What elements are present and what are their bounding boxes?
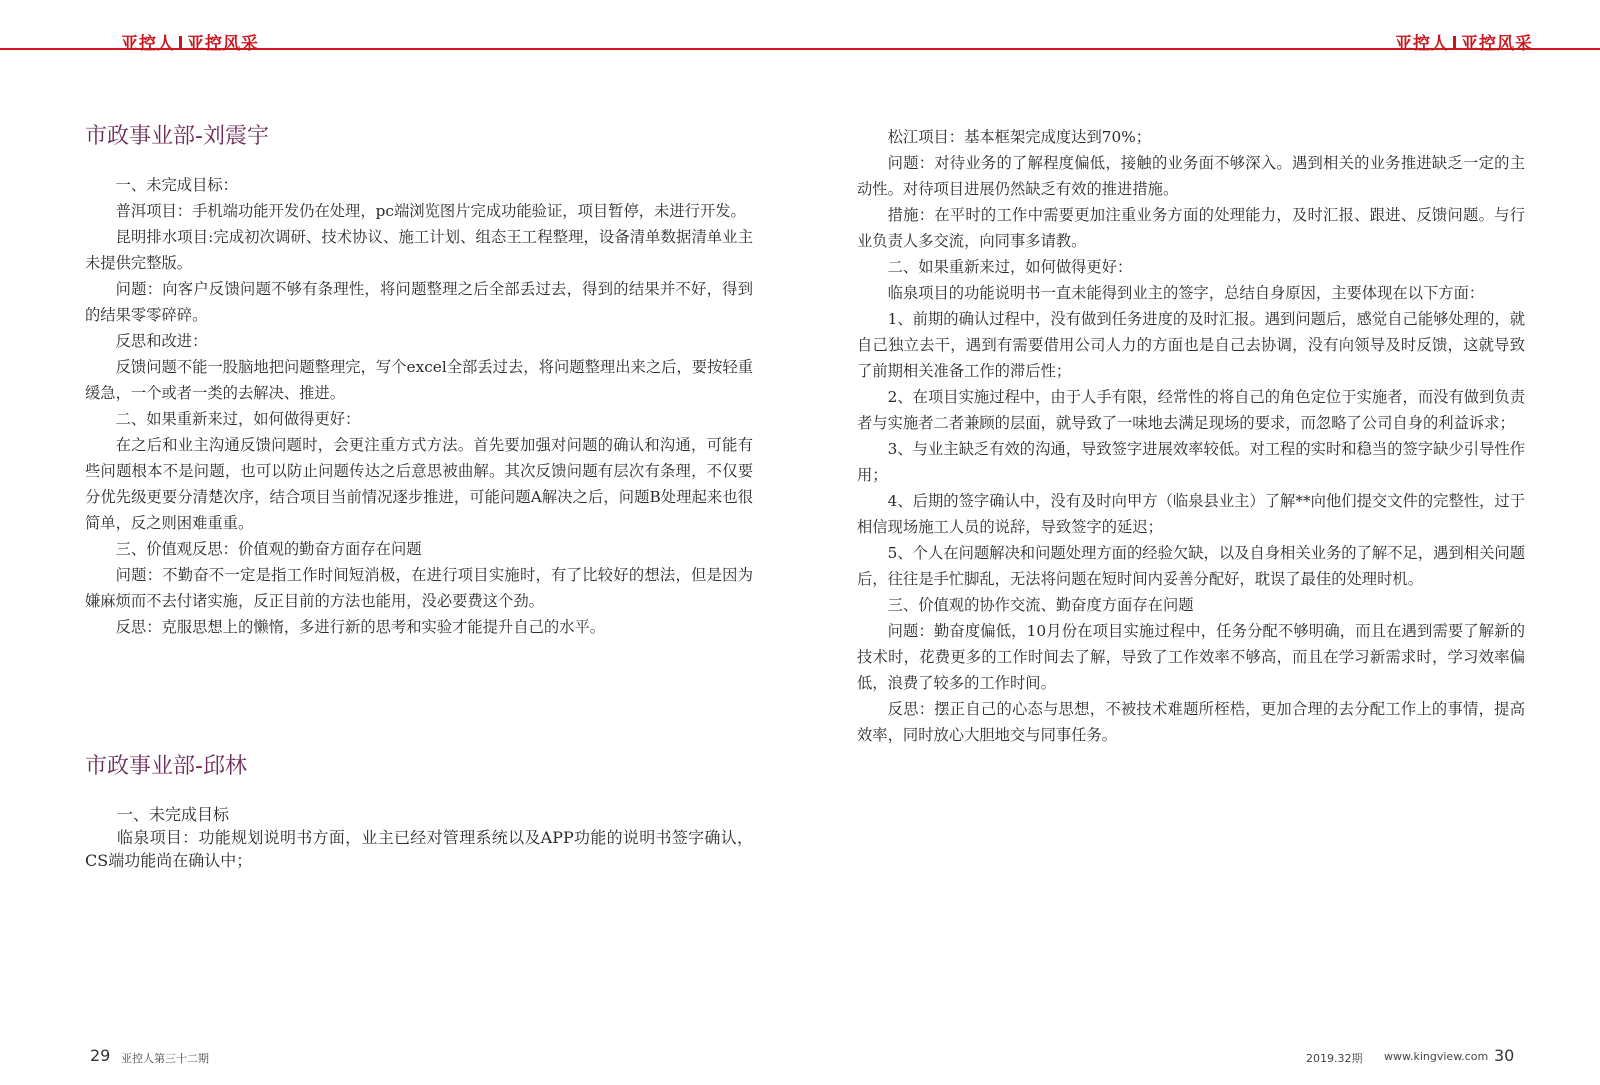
header-divider: [1453, 36, 1456, 50]
paragraph: 问题：向客户反馈问题不够有条理性，将问题整理之后全部丢过去，得到的结果并不好，得到的结果零零碎碎。: [85, 280, 753, 324]
paragraph: 5、个人在问题解决和问题处理方面的经验欠缺，以及自身相关业务的了解不足，遇到相关问题后，往往是手忙脚乱，无法将问题在短时间内妥善分配好，耽误了最佳的处理时机。: [857, 544, 1525, 588]
paragraph: 三、价值观的协作交流、勤奋度方面存在问题: [887, 596, 1194, 614]
header-left-tag: [121, 29, 259, 54]
paragraph: 临泉项目：功能规划说明书方面，业主已经对管理系统以及APP功能的说明书签字确认，CS端功能尚在确认中；: [85, 828, 753, 870]
paragraph: 三、价值观反思：价值观的勤奋方面存在问题: [115, 540, 422, 558]
paragraph: 2、在项目实施过程中，由于人手有限，经常性的将自己的角色定位于实施者，而没有做到负责者与实施者二者兼顾的层面，就导致了一味地去满足现场的要求，而忽略了公司自身的利益诉求；: [857, 388, 1525, 432]
paragraph: 反思：克服思想上的懒惰，多进行新的思考和实验才能提升自己的水平。: [115, 618, 606, 636]
section-title-qiu: 市政事业部-邱林: [85, 754, 247, 779]
right-body: [857, 124, 1525, 748]
paragraph: 问题：对待业务的了解程度偏低，接触的业务面不够深入。遇到相关的业务推进缺乏一定的主动性。对待项目进展仍然缺乏有效的推进措施。: [857, 154, 1525, 198]
left-column: [85, 122, 753, 640]
header-divider: [179, 36, 182, 50]
section-body-qiu: [85, 802, 753, 871]
header-right-label-2: 亚控风采: [1461, 34, 1533, 54]
left-magazine-name: 亚控人第三十二期: [121, 1052, 209, 1065]
paragraph: 昆明排水项目:完成初次调研、技术协议、施工计划、组态王工程整理，设备清单数据清单业主未提供完整版。: [85, 228, 753, 272]
header-left-label-1: 亚控人: [121, 34, 175, 54]
header-right-tag: [1395, 29, 1533, 54]
paragraph: 问题：不勤奋不一定是指工作时间短消极，在进行项目实施时，有了比较好的想法，但是因为嫌麻烦而不去付诸实施，反正目前的方法也能用，没必要费这个劲。: [85, 566, 753, 610]
paragraph: 临泉项目的功能说明书一直未能得到业主的签字，总结自身原因，主要体现在以下方面：: [887, 284, 1485, 302]
paragraph: 松江项目：基本框架完成度达到70%；: [887, 128, 1152, 146]
paragraph: 一、未完成目标：: [115, 176, 238, 194]
website-label: www.kingview.com: [1384, 1050, 1489, 1063]
paragraph: 反思：摆正自己的心态与思想，不被技术难题所桎梏，更加合理的去分配工作上的事情，提高效率，同时放心大胆地交与同事任务。: [857, 700, 1525, 744]
issue-label: 2019.32期: [1306, 1052, 1363, 1065]
paragraph: 反馈问题不能一股脑地把问题整理完，写个excel全部丢过去，将问题整理出来之后，要按轻重缓急，一个或者一类的去解决、推进。: [85, 358, 753, 402]
paragraph: 一、未完成目标: [117, 805, 230, 824]
paragraph: 3、与业主缺乏有效的沟通，导致签字进展效率较低。对工程的实时和稳当的签字缺少引导性作用；: [857, 440, 1525, 484]
section-body-liu: [85, 172, 753, 640]
paragraph: 在之后和业主沟通反馈问题时，会更注重方式方法。首先要加强对问题的确认和沟通，可能有些问题根本不是问题，也可以防止问题传达之后意思被曲解。其次反馈问题有层次有条理，不仅要分优先级更要分清楚次序，结合项目当前情况逐步推进，可能问题A解决之后，问题B处理起来也很简单，反之则困难重重。: [85, 436, 753, 532]
left-page-number: 29: [90, 1046, 111, 1065]
paragraph: 措施：在平时的工作中需要更加注重业务方面的处理能力，及时汇报、跟进、反馈问题。与行业负责人多交流，向同事多请教。: [857, 206, 1525, 250]
header-left-label-2: 亚控风采: [187, 34, 259, 54]
header-right-label-1: 亚控人: [1395, 34, 1449, 54]
paragraph: 问题：勤奋度偏低，10月份在项目实施过程中，任务分配不够明确，而且在遇到需要了解新的技术时，花费更多的工作时间去了解，导致了工作效率不够高，而且在学习新需求时，学习效率偏低，浪费了较多的工作时间。: [857, 622, 1525, 692]
paragraph: 反思和改进：: [115, 332, 208, 350]
paragraph: 二、如果重新来过，如何做得更好：: [887, 258, 1133, 276]
right-page-number: 30: [1494, 1046, 1515, 1065]
paragraph: 普洱项目：手机端功能开发仍在处理，pc端浏览图片完成功能验证，项目暂停，未进行开发。: [115, 202, 746, 220]
section-qiu: [85, 752, 753, 871]
section-title-liu: 市政事业部-刘震宇: [85, 124, 269, 149]
paragraph: 1、前期的确认过程中，没有做到任务进度的及时汇报。遇到问题后，感觉自己能够处理的，就自己独立去干，遇到有需要借用公司人力的方面也是自己去协调，没有向领导及时反馈，这就导致了前期相关准备工作的滞后性；: [857, 310, 1525, 380]
right-column: [857, 124, 1525, 748]
paragraph: 二、如果重新来过，如何做得更好：: [115, 410, 361, 428]
paragraph: 4、后期的签字确认中，没有及时向甲方（临泉县业主）了解**向他们提交文件的完整性，过于相信现场施工人员的说辞，导致签字的延迟；: [857, 492, 1525, 536]
